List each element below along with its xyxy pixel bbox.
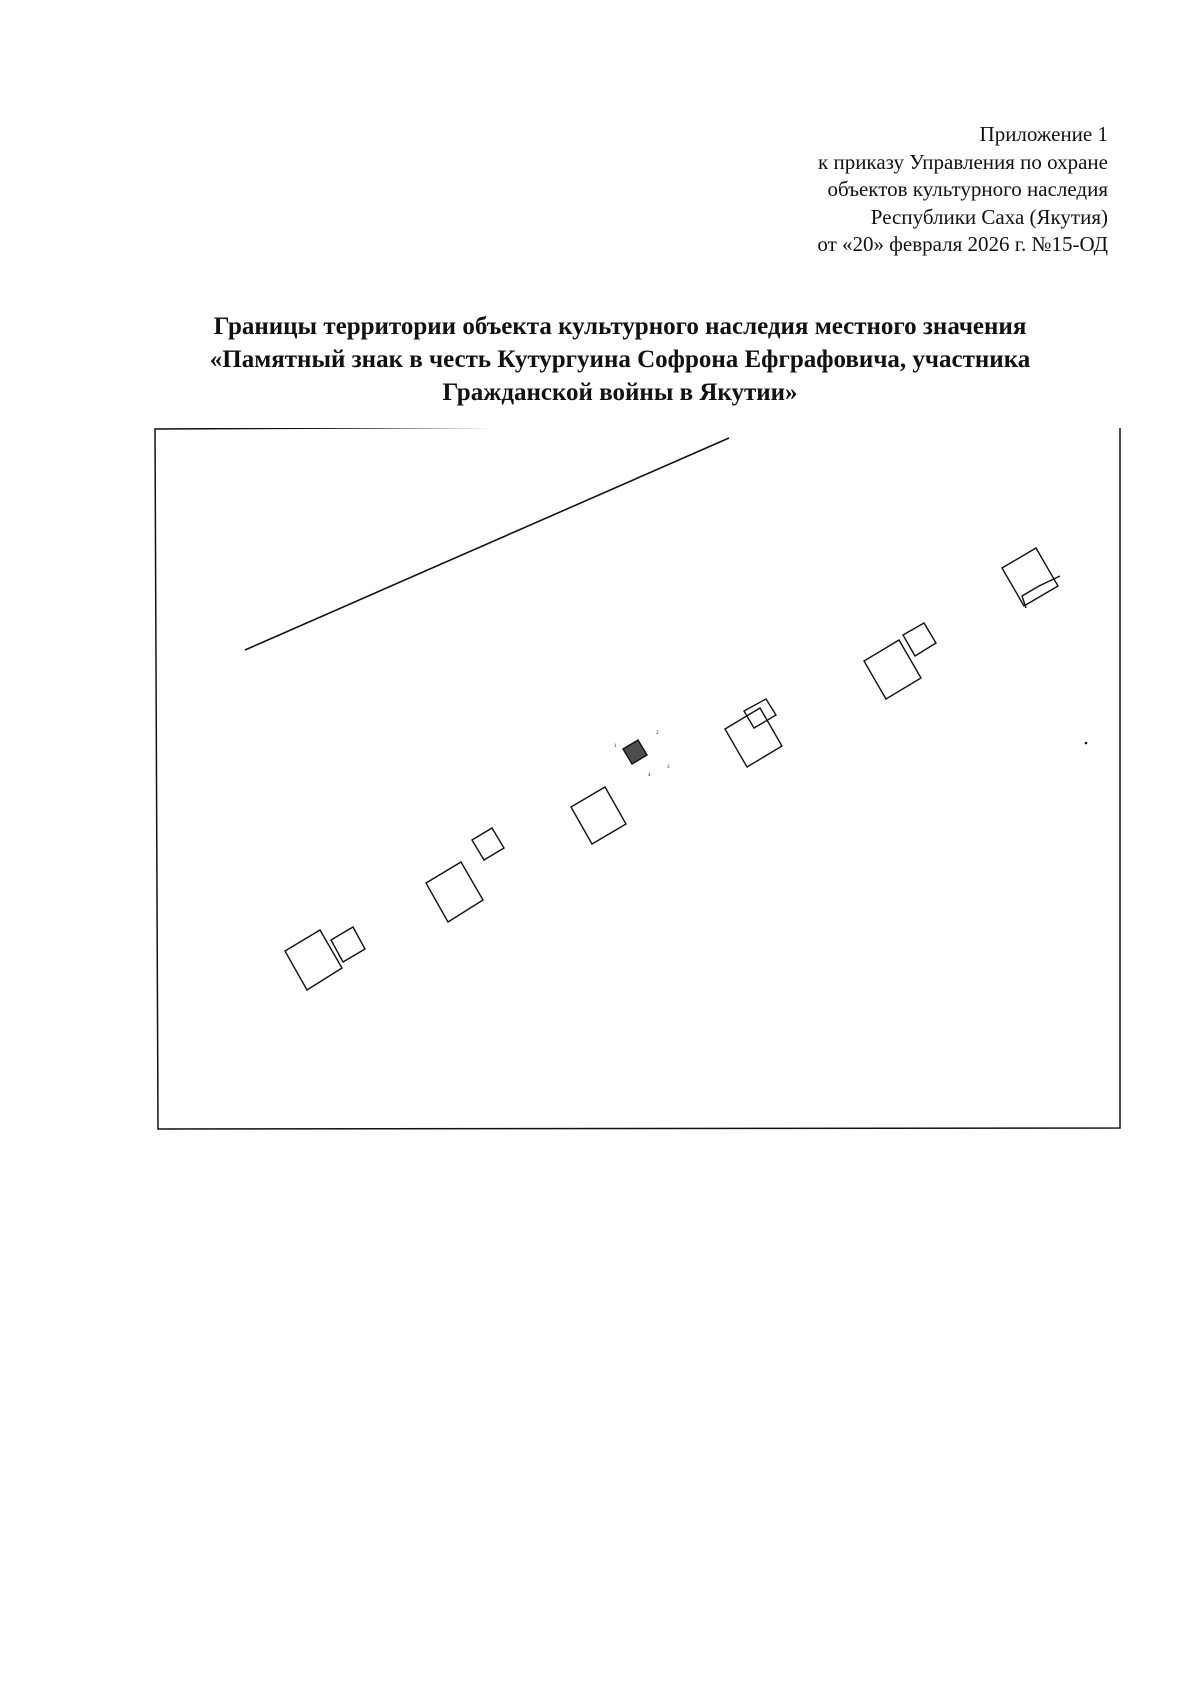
building-outline (472, 828, 504, 860)
point-label-3: 3 (667, 765, 670, 770)
road-line (245, 438, 729, 650)
map-dot (1085, 742, 1088, 745)
annex-order-ref-2: объектов культурного наследия (827, 177, 1108, 201)
title-line-3: Гражданской войны в Якутии» (442, 379, 798, 406)
building-outline (864, 640, 921, 699)
annex-header (588, 121, 1108, 259)
point-label-4: 4 (648, 773, 651, 778)
building-outline (744, 699, 776, 728)
monument-footprint (623, 740, 647, 764)
title-line-2: «Памятный знак в честь Кутургуина Софрона Ефграфовича, участника (209, 346, 1031, 373)
annex-number: Приложение 1 (979, 122, 1108, 146)
point-label-1: 1 (614, 744, 617, 749)
boundary-map-svg (154, 428, 1121, 1130)
annex-region: Республики Саха (Якутия) (870, 204, 1108, 229)
building-outline-partial (1002, 548, 1058, 606)
map-border (155, 428, 1120, 1129)
building-outline (571, 787, 626, 844)
title-line-1: Границы территории объекта культурного наследия местного значения (213, 313, 1027, 340)
annex-order-ref: к приказу Управления по охране (818, 149, 1108, 174)
boundary-map (154, 428, 1121, 1130)
document-title (120, 310, 1120, 409)
building-outline (426, 862, 483, 922)
building-outline (903, 623, 936, 656)
annex-date: от «20» февраля 2026 г. №15-ОД (817, 232, 1108, 256)
building-outline-partial (994, 569, 1026, 588)
point-label-2: 2 (656, 731, 659, 736)
